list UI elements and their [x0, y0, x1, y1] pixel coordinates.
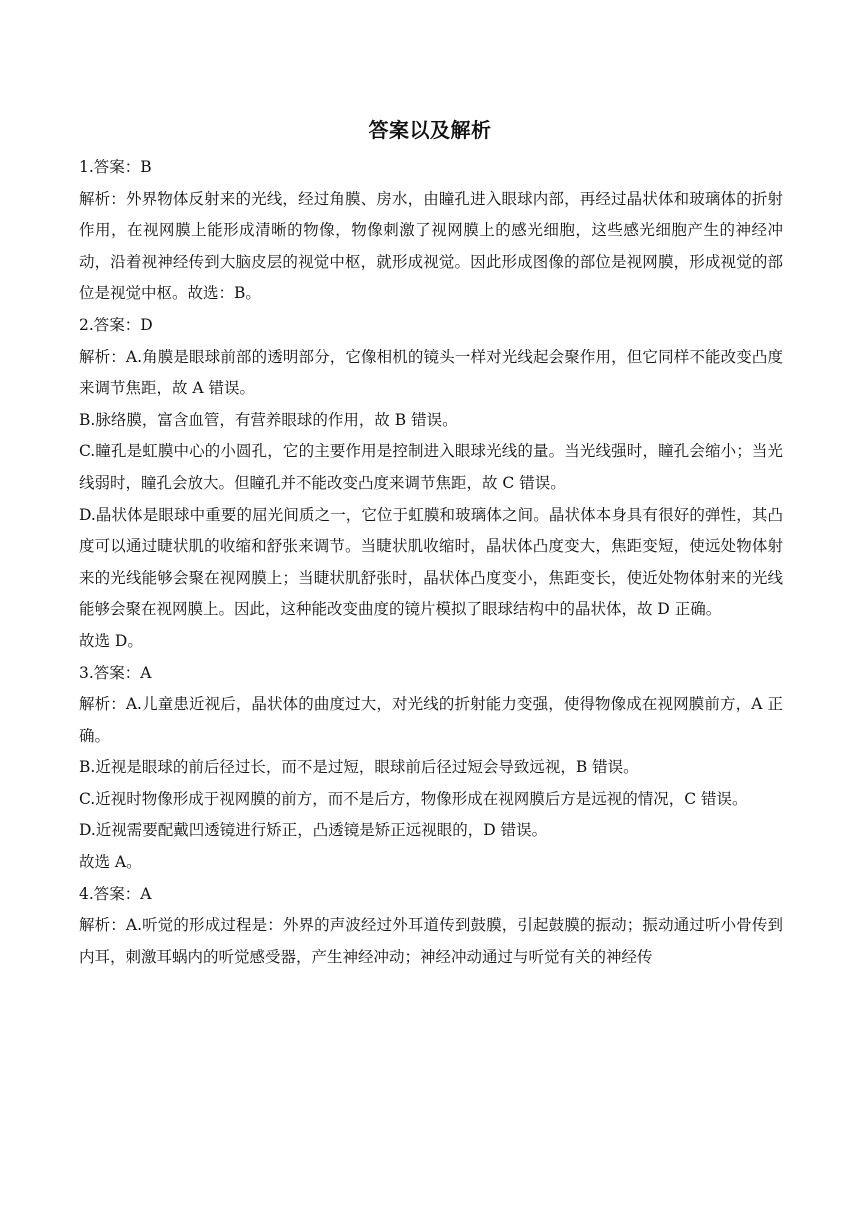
- answer-1-heading: 1.答案：B: [79, 158, 152, 176]
- answer-1-explanation: 解析：外界物体反射来的光线，经过角膜、房水，由瞳孔进入眼球内部，再经过晶状体和玻璃体的折射作用，在视网膜上能形成清晰的物像，物像刺激了视网膜上的感光细胞，这些感光细胞产生的神经冲动，沿着视神经传到大脑皮层的视觉中枢，就形成视觉。因此形成图像的部位是视网膜，形成视觉的部位是视觉中枢。故选：B。: [79, 189, 783, 303]
- answer-2-conclusion: 故选 D。: [79, 631, 143, 650]
- answer-3-option-a: 解析：A.儿童患近视后，晶状体的曲度过大，对光线的折射能力变强，使得物像成在视网膜前方，A 正确。: [79, 695, 783, 745]
- answer-4-option-a: 解析：A.听觉的形成过程是：外界的声波经过外耳道传到鼓膜，引起鼓膜的振动；振动通过听小骨传到内耳，刺激耳蜗内的听觉感受器，产生神经冲动；神经冲动通过与听觉有关的神经传: [79, 916, 783, 966]
- answer-2-option-d: D.晶状体是眼球中重要的屈光间质之一，它位于虹膜和玻璃体之间。晶状体本身具有很好的弹性，其凸度可以通过睫状肌的收缩和舒张来调节。当睫状肌收缩时，晶状体凸度变大，焦距变短，使远处物体射来的光线能够会聚在视网膜上；当睫状肌舒张时，晶状体凸度变小，焦距变长，使近处物体射来的光线能够会聚在视网膜上。因此，这种能改变曲度的镜片模拟了眼球结构中的晶状体，故 D 正确。: [79, 505, 783, 619]
- page-title: 答案以及解析: [368, 118, 492, 142]
- answer-3-option-d: D.近视需要配戴凹透镜进行矫正，凸透镜是矫正远视眼的，D 错误。: [79, 821, 548, 840]
- answer-2-option-a: 解析：A.角膜是眼球前部的透明部分，它像相机的镜头一样对光线起会聚作用，但它同样不能改变凸度来调节焦距，故 A 错误。: [79, 347, 783, 398]
- answer-3-heading: 3.答案：A: [79, 663, 152, 682]
- answer-3-option-b: B.近视是眼球的前后径过长，而不是过短，眼球前后径过短会导致远视，B 错误。: [79, 758, 639, 777]
- answer-2-heading: 2.答案：D: [79, 315, 153, 334]
- answer-3-conclusion: 故选 A。: [79, 853, 142, 872]
- answer-content: [79, 152, 783, 973]
- answer-4-heading: 4.答案：A: [79, 884, 152, 903]
- answer-3-option-c: C.近视时物像形成于视网膜的前方，而不是后方，物像形成在视网膜后方是远视的情况，C 错误。: [79, 789, 748, 808]
- answer-2-option-b: B.脉络膜，富含血管，有营养眼球的作用，故 B 错误。: [79, 410, 458, 429]
- answer-2-option-c: C.瞳孔是虹膜中心的小圆孔，它的主要作用是控制进入眼球光线的量。当光线强时，瞳孔会缩小；当光线弱时，瞳孔会放大。但瞳孔并不能改变凸度来调节焦距，故 C 错误。: [79, 442, 783, 492]
